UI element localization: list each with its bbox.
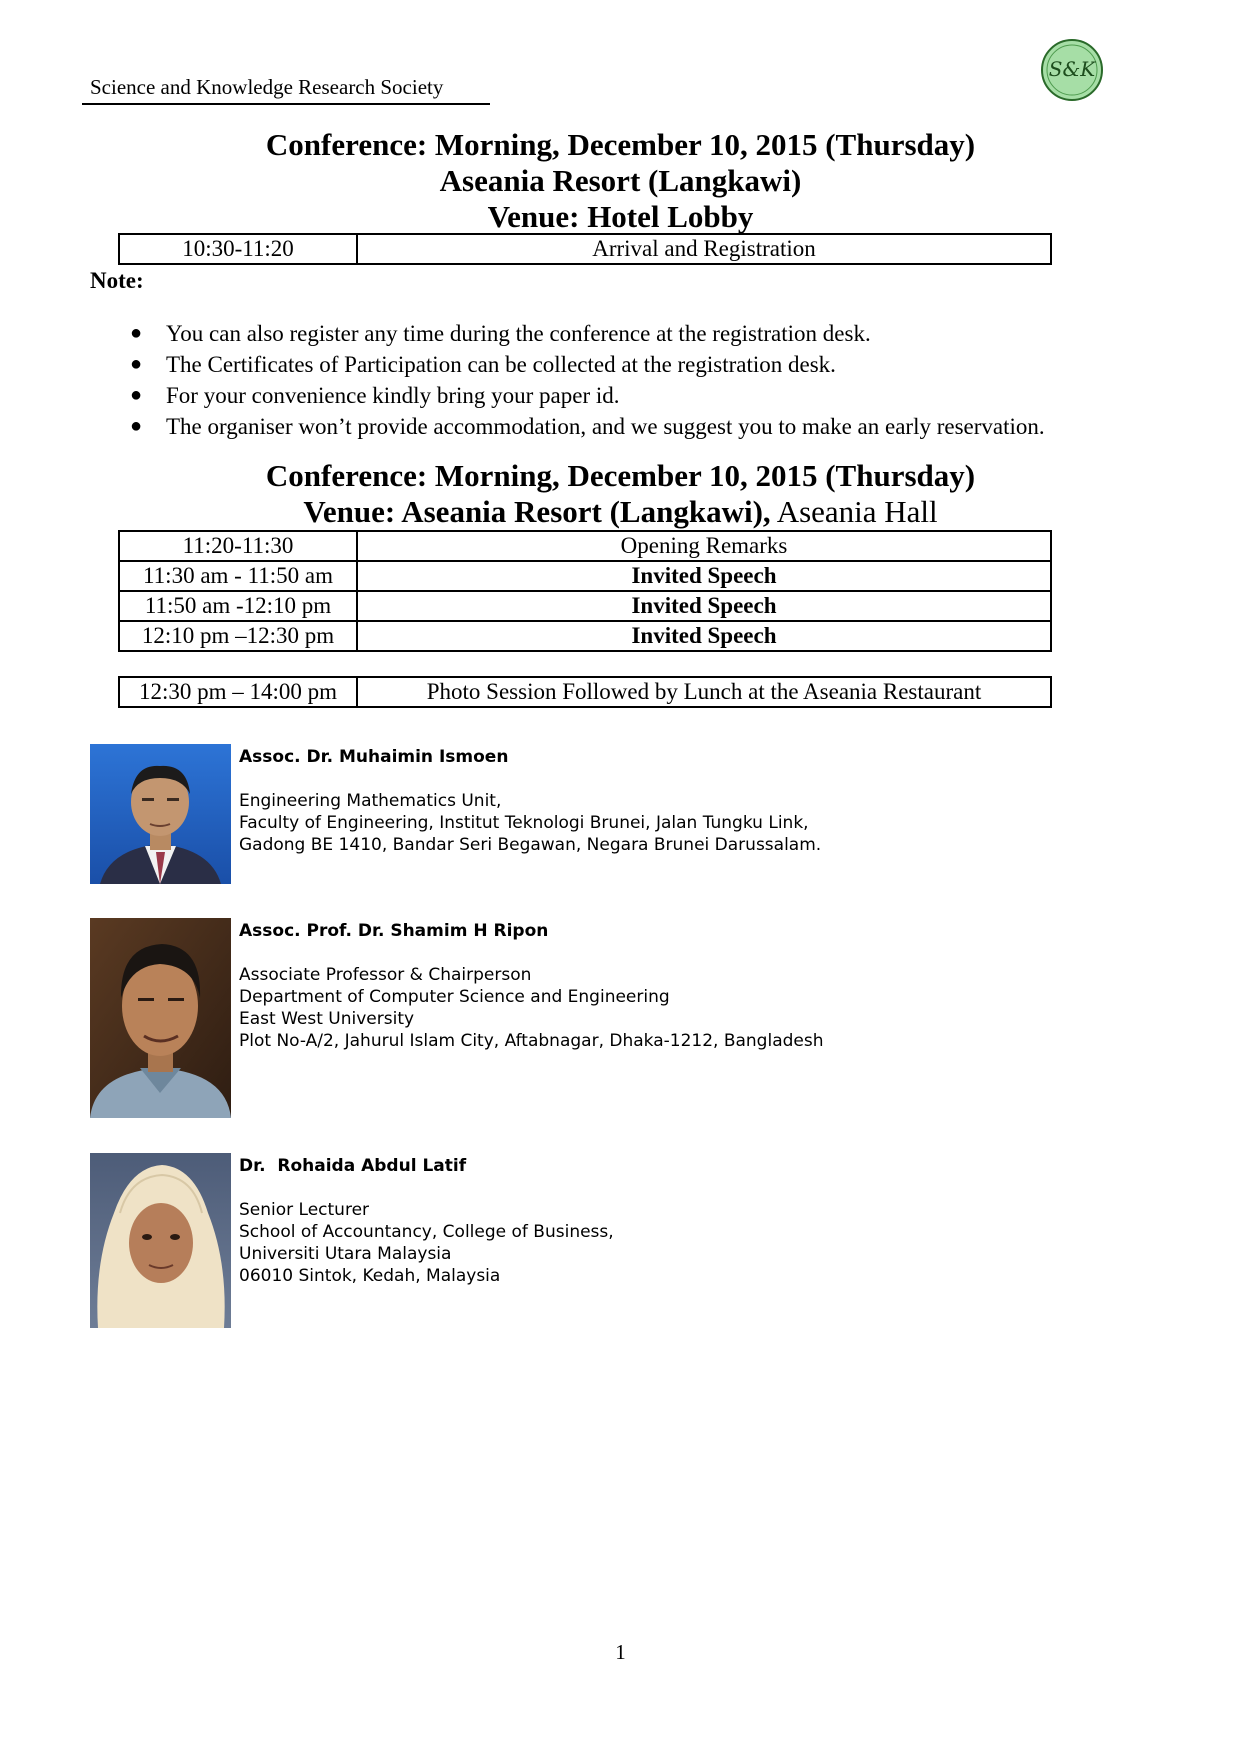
table-row [119, 621, 1051, 651]
speaker-photo [90, 1153, 231, 1328]
time-cell: 11:20-11:30 [119, 531, 357, 561]
time-cell: 12:10 pm –12:30 pm [119, 621, 357, 651]
speaker-affiliation-line: Associate Professor & Chairperson [239, 965, 532, 985]
speaker-affiliation-line: Universiti Utara Malaysia [239, 1244, 452, 1264]
bullet-icon: ● [130, 322, 143, 344]
list-item: ● For your convenience kindly bring your paper id. [120, 380, 1045, 411]
section1-title-line2: Aseania Resort (Langkawi) [439, 163, 802, 198]
lunch-schedule-table [118, 676, 1052, 708]
section2-title-line2: Venue: Aseania Resort (Langkawi), Aseania Hall [303, 494, 938, 529]
section2-title [0, 458, 1241, 530]
logo-lettering: S&K [1048, 57, 1096, 81]
portrait-icon [90, 744, 231, 884]
section1-title [0, 127, 1241, 235]
bullet-icon: ● [130, 384, 143, 406]
section1-title-line3: Venue: Hotel Lobby [487, 199, 754, 234]
portrait-icon [90, 1153, 231, 1328]
speaker-affiliation-line: Plot No-A/2, Jahurul Islam City, Aftabnagar, Dhaka-1212, Bangladesh [239, 1031, 824, 1051]
logo-emblem-icon [1040, 38, 1104, 102]
speaker-affiliation-line: Senior Lecturer [239, 1200, 370, 1220]
speaker-photo [90, 744, 231, 884]
header-society-name: Science and Knowledge Research Society [90, 75, 444, 99]
speaker-name: Dr. Rohaida Abdul Latif [239, 1156, 467, 1176]
society-logo [1040, 38, 1104, 102]
speaker-details [239, 746, 821, 856]
speaker-details [239, 920, 824, 1052]
event-cell: Opening Remarks [357, 531, 1051, 561]
table-row [119, 531, 1051, 561]
portrait-icon [90, 918, 231, 1118]
time-cell: 12:30 pm – 14:00 pm [119, 677, 357, 707]
notes-list [120, 318, 1045, 442]
speaker-affiliation-line: School of Accountancy, College of Business, [239, 1222, 614, 1242]
table-row [119, 677, 1051, 707]
note-label: Note: [90, 268, 144, 293]
event-cell: Arrival and Registration [357, 234, 1051, 264]
event-cell: Photo Session Followed by Lunch at the Aseania Restaurant [357, 677, 1051, 707]
section2-schedule-table [118, 530, 1052, 652]
speaker-affiliation-line: Faculty of Engineering, Institut Teknologi Brunei, Jalan Tungku Link, [239, 813, 809, 833]
list-item: ● The organiser won’t provide accommodation, and we suggest you to make an early reservation. [120, 411, 1045, 442]
page-number: 1 [615, 1640, 626, 1664]
speaker-details [239, 1155, 614, 1287]
speaker-affiliation-line: East West University [239, 1009, 415, 1029]
speaker-affiliation-line: 06010 Sintok, Kedah, Malaysia [239, 1266, 501, 1286]
event-cell: Invited Speech [357, 591, 1051, 621]
speaker-name: Assoc. Dr. Muhaimin Ismoen [239, 747, 509, 767]
table-row [119, 561, 1051, 591]
time-cell: 11:30 am - 11:50 am [119, 561, 357, 591]
speaker-affiliation-line: Engineering Mathematics Unit, [239, 791, 502, 811]
list-item: ● The Certificates of Participation can be collected at the registration desk. [120, 349, 1045, 380]
section1-title-line1: Conference: Morning, December 10, 2015 (Thursday) [265, 127, 976, 162]
event-cell: Invited Speech [357, 621, 1051, 651]
speaker-affiliation-line: Gadong BE 1410, Bandar Seri Begawan, Negara Brunei Darussalam. [239, 835, 822, 855]
table-row [119, 591, 1051, 621]
time-cell: 11:50 am -12:10 pm [119, 591, 357, 621]
table-row [119, 234, 1051, 264]
time-cell: 10:30-11:20 [119, 234, 357, 264]
event-cell: Invited Speech [357, 561, 1051, 591]
speaker-photo [90, 918, 231, 1118]
header-divider [82, 103, 490, 105]
bullet-icon: ● [130, 415, 143, 437]
list-item: ● You can also register any time during the conference at the registration desk. [120, 318, 1045, 349]
bullet-icon: ● [130, 353, 143, 375]
speaker-affiliation-line: Department of Computer Science and Engineering [239, 987, 670, 1007]
section2-title-line1: Conference: Morning, December 10, 2015 (Thursday) [265, 458, 976, 493]
speaker-name: Assoc. Prof. Dr. Shamim H Ripon [239, 921, 549, 941]
section1-schedule-table [118, 233, 1052, 265]
